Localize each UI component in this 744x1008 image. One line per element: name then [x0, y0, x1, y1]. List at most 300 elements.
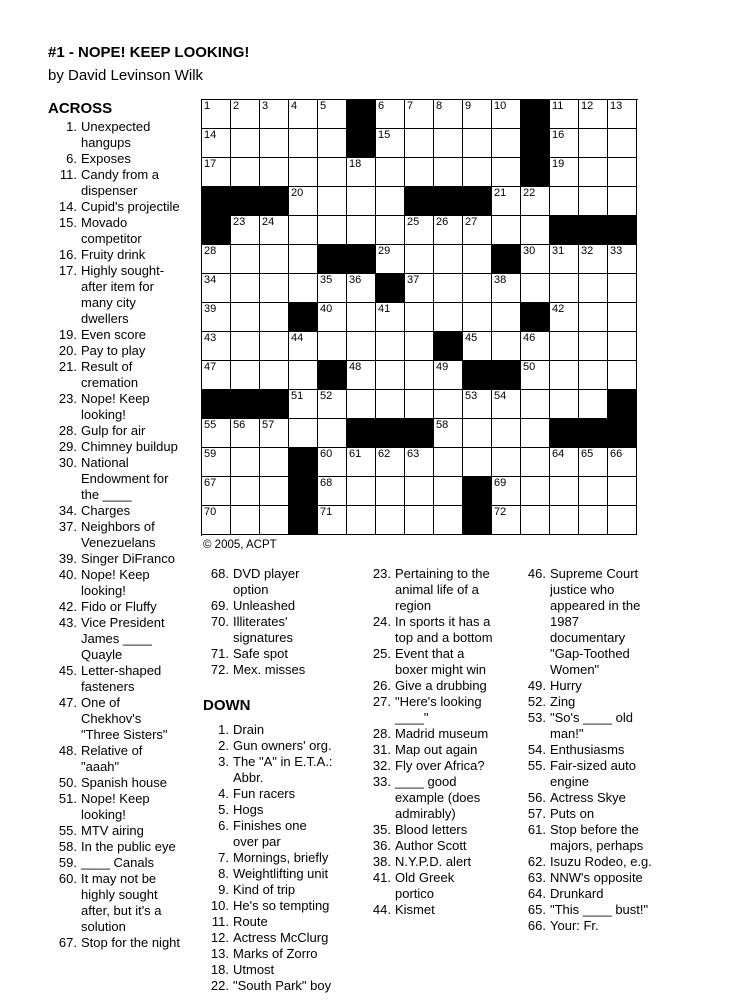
- clue-text: Stop before the majors, perhaps: [550, 822, 644, 853]
- clue-number: 65.: [527, 902, 546, 917]
- crossword-grid: [201, 99, 638, 536]
- clue-number: 54.: [527, 742, 546, 757]
- clue: [365, 854, 503, 870]
- grid-cell: [405, 332, 434, 361]
- grid-cell-black: [289, 448, 318, 477]
- grid-cell: [434, 158, 463, 187]
- grid-cell: [579, 245, 608, 274]
- clue: [48, 199, 188, 215]
- clue-number: 25.: [372, 646, 391, 661]
- grid-cell-number: 26: [436, 216, 449, 228]
- clue-text: Fly over Africa?: [395, 758, 485, 773]
- clue-number: 39.: [58, 551, 77, 566]
- clue-text: One of Chekhov's "Three Sisters": [81, 695, 168, 742]
- grid-cell: [434, 361, 463, 390]
- clue-text: Hurry: [550, 678, 582, 693]
- grid-cell: [492, 303, 521, 332]
- grid-cell-black: [231, 390, 260, 419]
- clue-text: Illiterates' signatures: [233, 614, 293, 645]
- grid-cell: [376, 506, 405, 535]
- grid-cell: [463, 158, 492, 187]
- clue-number: 43.: [58, 615, 77, 630]
- grid-cell: [347, 216, 376, 245]
- grid-cell: [231, 332, 260, 361]
- grid-cell-number: 22: [523, 187, 536, 199]
- grid-cell: [347, 158, 376, 187]
- grid-cell: [608, 506, 637, 535]
- grid-cell: [260, 361, 289, 390]
- clue-text: Weightlifting unit: [233, 866, 329, 881]
- clue: [203, 738, 343, 754]
- grid-cell-number: 11: [552, 100, 564, 112]
- grid-cell-number: 31: [552, 245, 565, 257]
- clue-number: 5.: [218, 802, 229, 817]
- clue-text: MTV airing: [81, 823, 144, 838]
- clue-text: Gun owners' org.: [233, 738, 332, 753]
- grid-cell-number: 21: [494, 187, 507, 199]
- grid-cell: [405, 361, 434, 390]
- clue-number: 44.: [372, 902, 391, 917]
- grid-cell: [521, 274, 550, 303]
- grid-cell: [289, 332, 318, 361]
- grid-cell: [434, 100, 463, 129]
- grid-cell-number: 47: [204, 361, 217, 373]
- grid-cell-number: 41: [378, 303, 391, 315]
- grid-cell-black: [434, 332, 463, 361]
- grid-cell: [231, 361, 260, 390]
- clue-number: 32.: [372, 758, 391, 773]
- clue: [203, 866, 343, 882]
- clue-number: 69.: [210, 598, 229, 613]
- grid-cell: [434, 419, 463, 448]
- clue-text: Exposes: [81, 151, 131, 166]
- grid-cell: [318, 477, 347, 506]
- clue-number: 12.: [210, 930, 229, 945]
- grid-cell-number: 48: [349, 361, 362, 373]
- grid-cell-black: [434, 187, 463, 216]
- grid-cell: [579, 448, 608, 477]
- clue-number: 33.: [372, 774, 391, 789]
- grid-cell-black: [492, 361, 521, 390]
- grid-cell: [318, 448, 347, 477]
- grid-cell-black: [260, 187, 289, 216]
- grid-cell: [202, 158, 231, 187]
- clue: [520, 806, 660, 822]
- grid-cell: [608, 303, 637, 332]
- grid-cell: [492, 477, 521, 506]
- clue-text: Event that a boxer might win: [395, 646, 487, 677]
- grid-cell: [260, 274, 289, 303]
- grid-cell: [347, 361, 376, 390]
- grid-cell: [376, 100, 405, 129]
- grid-cell: [376, 332, 405, 361]
- grid-cell: [608, 100, 637, 129]
- grid-cell: [405, 158, 434, 187]
- clue: [520, 822, 660, 854]
- grid-cell: [463, 216, 492, 245]
- grid-cell: [521, 245, 550, 274]
- clue-number: 31.: [372, 742, 391, 757]
- clue: [365, 774, 503, 822]
- clue-number: 27.: [372, 694, 391, 709]
- clue-number: 9.: [218, 882, 229, 897]
- grid-cell: [550, 100, 579, 129]
- clue-number: 55.: [527, 758, 546, 773]
- grid-cell: [318, 419, 347, 448]
- grid-cell: [376, 187, 405, 216]
- grid-cell: [231, 100, 260, 129]
- clue-number: 57.: [527, 806, 546, 821]
- clue: [520, 758, 660, 790]
- clue-number: 46.: [527, 566, 546, 581]
- clue-number: 34.: [58, 503, 77, 518]
- grid-cell: [521, 419, 550, 448]
- grid-cell: [608, 332, 637, 361]
- grid-cell: [318, 303, 347, 332]
- grid-cell: [434, 303, 463, 332]
- grid-cell: [550, 158, 579, 187]
- clue-text: Puts on: [550, 806, 595, 821]
- grid-cell: [521, 361, 550, 390]
- clue: [48, 695, 188, 743]
- clue: [520, 854, 660, 870]
- grid-cell-number: 10: [494, 100, 507, 112]
- clue: [48, 247, 188, 263]
- down-heading: DOWN: [203, 697, 251, 714]
- grid-cell: [550, 448, 579, 477]
- clue: [365, 742, 503, 758]
- grid-cell-black: [347, 129, 376, 158]
- grid-cell: [434, 477, 463, 506]
- clue-column-4: [520, 566, 660, 934]
- clue-text: The "A" in E.T.A.: Abbr.: [233, 754, 333, 785]
- clue: [520, 902, 660, 918]
- grid-cell: [347, 506, 376, 535]
- grid-cell: [289, 187, 318, 216]
- grid-cell: [405, 390, 434, 419]
- grid-cell-black: [521, 303, 550, 332]
- grid-cell: [550, 332, 579, 361]
- clue-text: Author Scott: [395, 838, 467, 853]
- clue: [48, 455, 188, 503]
- grid-cell: [289, 390, 318, 419]
- grid-cell: [579, 274, 608, 303]
- clue-number: 11.: [211, 914, 229, 929]
- grid-cell: [260, 419, 289, 448]
- grid-cell: [376, 216, 405, 245]
- grid-cell-number: 2: [233, 100, 240, 112]
- clue-number: 40.: [58, 567, 77, 582]
- clue: [203, 818, 343, 850]
- clue: [520, 870, 660, 886]
- grid-cell: [579, 477, 608, 506]
- clue-text: Vice President James ____ Quayle: [81, 615, 165, 662]
- clue-text: Unexpected hangups: [81, 119, 151, 150]
- clue-number: 50.: [58, 775, 77, 790]
- grid-cell: [376, 303, 405, 332]
- grid-cell: [521, 187, 550, 216]
- clue-number: 18.: [210, 962, 229, 977]
- grid-cell-black: [608, 390, 637, 419]
- clue: [48, 167, 188, 199]
- clue-number: 6.: [66, 151, 77, 166]
- clue-text: It may not be highly sought after, but it's a solution: [81, 871, 162, 934]
- clue: [48, 567, 188, 599]
- grid-cell: [521, 448, 550, 477]
- copyright-notice: © 2005, ACPT: [203, 539, 277, 551]
- grid-cell-number: 32: [581, 245, 594, 257]
- clue-text: Enthusiasms: [550, 742, 625, 757]
- clue: [203, 754, 343, 786]
- grid-cell: [318, 216, 347, 245]
- clue-number: 42.: [58, 599, 77, 614]
- clue-text: Spanish house: [81, 775, 168, 790]
- clue-text: Kismet: [395, 902, 435, 917]
- clue: [203, 722, 343, 738]
- grid-cell-number: 63: [407, 448, 420, 460]
- clue: [48, 119, 188, 151]
- clue-number: 26.: [372, 678, 391, 693]
- clue: [203, 786, 343, 802]
- clue-text: Chimney buildup: [81, 439, 178, 454]
- clue: [48, 823, 188, 839]
- grid-cell-number: 35: [320, 274, 333, 286]
- grid-cell-black: [405, 419, 434, 448]
- grid-cell-black: [260, 390, 289, 419]
- grid-cell: [376, 158, 405, 187]
- clue: [48, 151, 188, 167]
- grid-cell-number: 6: [378, 100, 385, 112]
- clue-number: 63.: [527, 870, 546, 885]
- grid-cell: [318, 332, 347, 361]
- grid-cell: [579, 303, 608, 332]
- clue: [365, 678, 503, 694]
- grid-cell-black: [550, 419, 579, 448]
- grid-cell: [202, 419, 231, 448]
- grid-cell-black: [521, 129, 550, 158]
- grid-cell-black: [579, 216, 608, 245]
- clue: [48, 663, 188, 695]
- grid-cell: [318, 390, 347, 419]
- grid-cell: [202, 100, 231, 129]
- grid-cell-number: 1: [204, 100, 211, 112]
- clue: [203, 850, 343, 866]
- grid-cell: [260, 245, 289, 274]
- grid-cell-number: 5: [320, 100, 327, 112]
- clue-number: 60.: [58, 871, 77, 886]
- clue-text: ____ good example (does admirably): [395, 774, 481, 821]
- grid-cell: [521, 216, 550, 245]
- grid-cell: [231, 245, 260, 274]
- grid-cell: [376, 245, 405, 274]
- clue-number: 6.: [218, 818, 229, 833]
- grid-cell-black: [318, 361, 347, 390]
- grid-cell: [608, 187, 637, 216]
- clue-text: Safe spot: [233, 646, 288, 661]
- clue-text: He's so tempting: [233, 898, 330, 913]
- clue-number: 23.: [58, 391, 77, 406]
- clue-number: 41.: [372, 870, 391, 885]
- grid-cell: [347, 303, 376, 332]
- grid-cell: [289, 129, 318, 158]
- clue-number: 70.: [210, 614, 229, 629]
- grid-cell: [289, 274, 318, 303]
- grid-cell-number: 18: [349, 158, 362, 170]
- grid-cell-number: 68: [320, 477, 333, 489]
- grid-cell-number: 25: [407, 216, 420, 228]
- grid-cell-number: 30: [523, 245, 536, 257]
- clue-number: 22.: [210, 978, 229, 993]
- grid-cell-black: [289, 477, 318, 506]
- clue: [520, 790, 660, 806]
- clue-number: 8.: [218, 866, 229, 881]
- grid-cell: [492, 274, 521, 303]
- grid-cell: [434, 448, 463, 477]
- clue: [48, 839, 188, 855]
- grid-cell-number: 44: [291, 332, 304, 344]
- grid-cell-number: 61: [349, 448, 362, 460]
- grid-cell: [231, 506, 260, 535]
- clue-number: 35.: [372, 822, 391, 837]
- grid-cell: [434, 129, 463, 158]
- grid-cell: [550, 187, 579, 216]
- grid-cell: [231, 274, 260, 303]
- grid-cell: [376, 477, 405, 506]
- grid-cell: [463, 100, 492, 129]
- grid-cell: [318, 100, 347, 129]
- clue-text: N.Y.P.D. alert: [395, 854, 472, 869]
- clue-number: 55.: [58, 823, 77, 838]
- clue-number: 71.: [210, 646, 229, 661]
- grid-cell-number: 20: [291, 187, 304, 199]
- clue-number: 64.: [527, 886, 546, 901]
- grid-cell: [260, 303, 289, 332]
- grid-cell: [608, 477, 637, 506]
- clue: [48, 359, 188, 391]
- clue: [48, 791, 188, 823]
- clue: [365, 726, 503, 742]
- grid-cell: [202, 129, 231, 158]
- clue-text: Neighbors of Venezuelans: [81, 519, 156, 550]
- grid-cell: [318, 187, 347, 216]
- clue-text: Fruity drink: [81, 247, 146, 262]
- clue: [520, 710, 660, 742]
- clue-number: 29.: [58, 439, 77, 454]
- clue-text: "So's ____ old man!": [550, 710, 633, 741]
- grid-cell: [492, 390, 521, 419]
- clue: [520, 694, 660, 710]
- grid-cell-number: 39: [204, 303, 217, 315]
- clue: [48, 423, 188, 439]
- grid-cell-black: [463, 506, 492, 535]
- grid-cell-number: 33: [610, 245, 623, 257]
- grid-cell: [289, 245, 318, 274]
- clue: [203, 898, 343, 914]
- grid-cell-black: [463, 361, 492, 390]
- grid-cell: [463, 448, 492, 477]
- grid-cell: [579, 129, 608, 158]
- clue: [520, 566, 660, 678]
- clue: [203, 566, 343, 598]
- clue-number: 59.: [58, 855, 77, 870]
- grid-cell: [608, 245, 637, 274]
- grid-cell: [347, 274, 376, 303]
- clue-text: Singer DiFranco: [81, 551, 175, 566]
- clue-text: In sports it has a top and a bottom: [395, 614, 493, 645]
- grid-cell: [492, 216, 521, 245]
- clue: [48, 215, 188, 247]
- grid-cell-number: 13: [610, 100, 623, 112]
- grid-cell: [231, 129, 260, 158]
- clue-text: Map out again: [395, 742, 478, 757]
- grid-cell-number: 70: [204, 506, 217, 518]
- grid-cell: [376, 390, 405, 419]
- grid-cell: [550, 245, 579, 274]
- clue-text: Actress Skye: [550, 790, 626, 805]
- clue: [48, 855, 188, 871]
- grid-cell-number: 55: [204, 419, 217, 431]
- clue: [48, 327, 188, 343]
- clue: [520, 678, 660, 694]
- clue-number: 20.: [58, 343, 77, 358]
- clue-number: 16.: [58, 247, 77, 262]
- grid-cell: [231, 158, 260, 187]
- clue-text: Gulp for air: [81, 423, 146, 438]
- clue: [365, 822, 503, 838]
- grid-cell: [608, 158, 637, 187]
- clue-text: Hogs: [233, 802, 264, 817]
- grid-cell-number: 58: [436, 419, 449, 431]
- clue-text: In the public eye: [81, 839, 176, 854]
- grid-cell: [521, 477, 550, 506]
- clue-number: 1.: [218, 722, 229, 737]
- grid-cell-black: [347, 419, 376, 448]
- clue-number: 51.: [58, 791, 77, 806]
- clue-text: Drain: [233, 722, 265, 737]
- clue-text: Supreme Court justice who appeared in the 1987 documentary "Gap-Toothed Women": [550, 566, 641, 677]
- grid-cell: [260, 129, 289, 158]
- grid-cell-black: [289, 303, 318, 332]
- clue-number: 38.: [372, 854, 391, 869]
- grid-cell-black: [550, 216, 579, 245]
- grid-cell-number: 17: [204, 158, 217, 170]
- clue-text: Pay to play: [81, 343, 146, 358]
- clue: [48, 391, 188, 423]
- grid-cell: [202, 245, 231, 274]
- clue-number: 23.: [372, 566, 391, 581]
- clue-number: 48.: [58, 743, 77, 758]
- grid-cell-black: [463, 187, 492, 216]
- grid-cell: [550, 390, 579, 419]
- clue: [48, 615, 188, 663]
- clue: [365, 614, 503, 646]
- clue: [48, 503, 188, 519]
- clue: [203, 914, 343, 930]
- grid-cell: [463, 245, 492, 274]
- clue-text: Stop for the night: [81, 935, 181, 950]
- clue: [48, 519, 188, 551]
- grid-cell: [492, 419, 521, 448]
- grid-cell: [202, 477, 231, 506]
- grid-cell: [492, 158, 521, 187]
- grid-cell: [521, 332, 550, 361]
- grid-cell-number: 65: [581, 448, 594, 460]
- grid-cell: [318, 129, 347, 158]
- grid-cell-number: 50: [523, 361, 536, 373]
- grid-cell-number: 34: [204, 274, 217, 286]
- grid-cell: [550, 129, 579, 158]
- clue: [48, 343, 188, 359]
